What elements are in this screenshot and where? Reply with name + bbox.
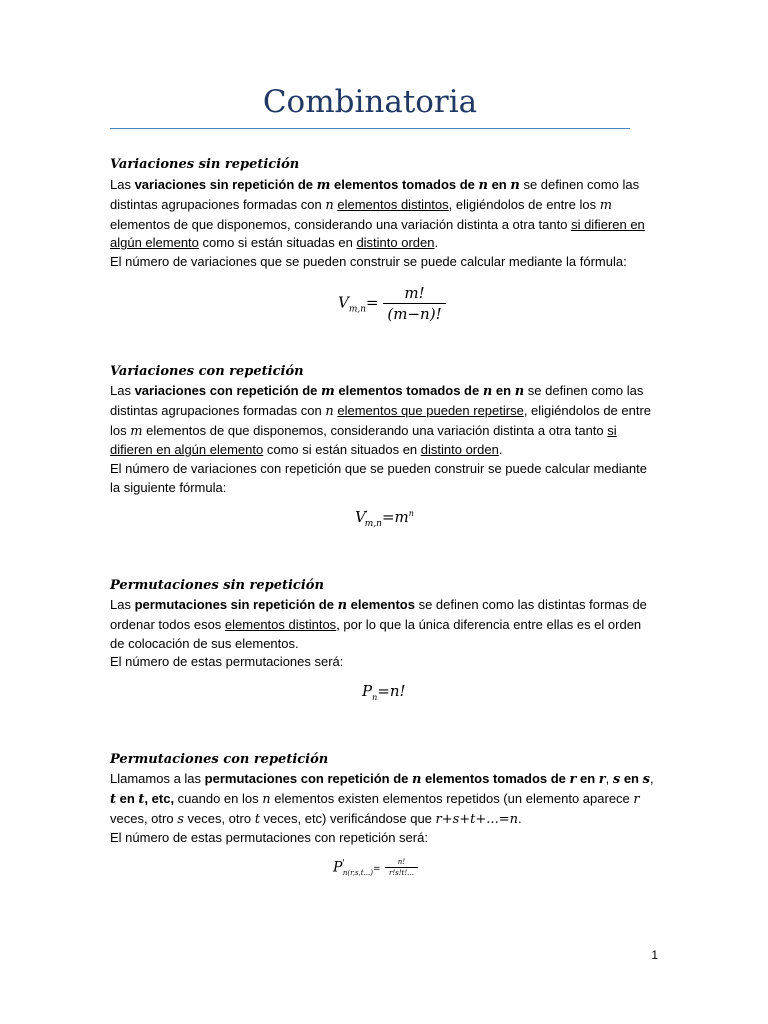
section-body-permutaciones-con-repeticion — [110, 770, 655, 848]
section-body-variaciones-sin-repeticion — [110, 176, 655, 272]
section-body-permutaciones-sin-repeticion — [110, 596, 655, 672]
section-heading-variaciones-sin-repeticion: Variaciones sin repetición — [110, 157, 300, 172]
formula-permutaciones-sin-repeticion: $P_n=n$! — [362, 682, 406, 702]
section-body-variaciones-con-repeticion — [110, 382, 655, 498]
formula-variaciones-con-repeticion: $V'_{m,n}=m^n$ — [355, 508, 414, 529]
definition-paragraph: Las permutaciones sin repetición de n elementos se definen como las distintas formas de ordenar todos esos elementos distintos, por lo que la única diferencia entre ellas es el orden de colocación de sus elementos. — [110, 597, 647, 651]
section-heading-permutaciones-sin-repeticion: Permutaciones sin repetición — [110, 578, 324, 593]
definition-paragraph: Las variaciones con repetición de m elementos tomados de n en n se definen como las distintas agrupaciones formadas con n elementos que pueden repetirse, eligiéndolos de entre los m elementos de que disponemos, considerando una variación distinta a otra tanto si difieren en algún elemento como si están situados en distinto orden. — [110, 383, 652, 458]
formula-variaciones-sin-repeticion: $V_{m,n}=$ $\frac{m!}{(m-n)!}$ — [338, 284, 446, 323]
page-title: Combinatoria — [262, 84, 478, 120]
formula-permutaciones-con-repeticion: $P'_{n(r,s,t...)}=$ $\frac{n!}{r!s!t!...}$ — [333, 858, 418, 877]
formula-intro: El número de estas permutaciones con repetición será: — [110, 830, 428, 846]
title-divider — [110, 128, 630, 129]
formula-intro: El número de variaciones que se pueden construir se puede calcular mediante la fórmula: — [110, 254, 627, 270]
formula-intro: El número de estas permutaciones será: — [110, 654, 344, 670]
page-number: 1 — [651, 948, 658, 962]
definition-paragraph: Llamamos a las permutaciones con repetición de n elementos tomados de r en r, s en s, t en t, etc, cuando en los n elementos existen elementos repetidos (un elemento aparece r veces, otro s veces, otro t veces, etc) verificándose que r+s+t+...=n. — [110, 771, 654, 827]
formula-intro: El número de variaciones con repetición que se pueden construir se puede calcular mediante la siguiente fórmula: — [110, 461, 647, 495]
section-heading-variaciones-con-repeticion: Variaciones con repetición — [110, 364, 304, 379]
definition-paragraph: Las variaciones sin repetición de m elementos tomados de n en n se definen como las distintas agrupaciones formadas con n elementos distintos, eligiéndolos de entre los m elementos de que disponemos, considerando una variación distinta a otra tanto si difieren en algún elemento como si están situadas en distinto orden. — [110, 177, 645, 251]
section-heading-permutaciones-con-repeticion: Permutaciones con repetición — [110, 752, 329, 767]
